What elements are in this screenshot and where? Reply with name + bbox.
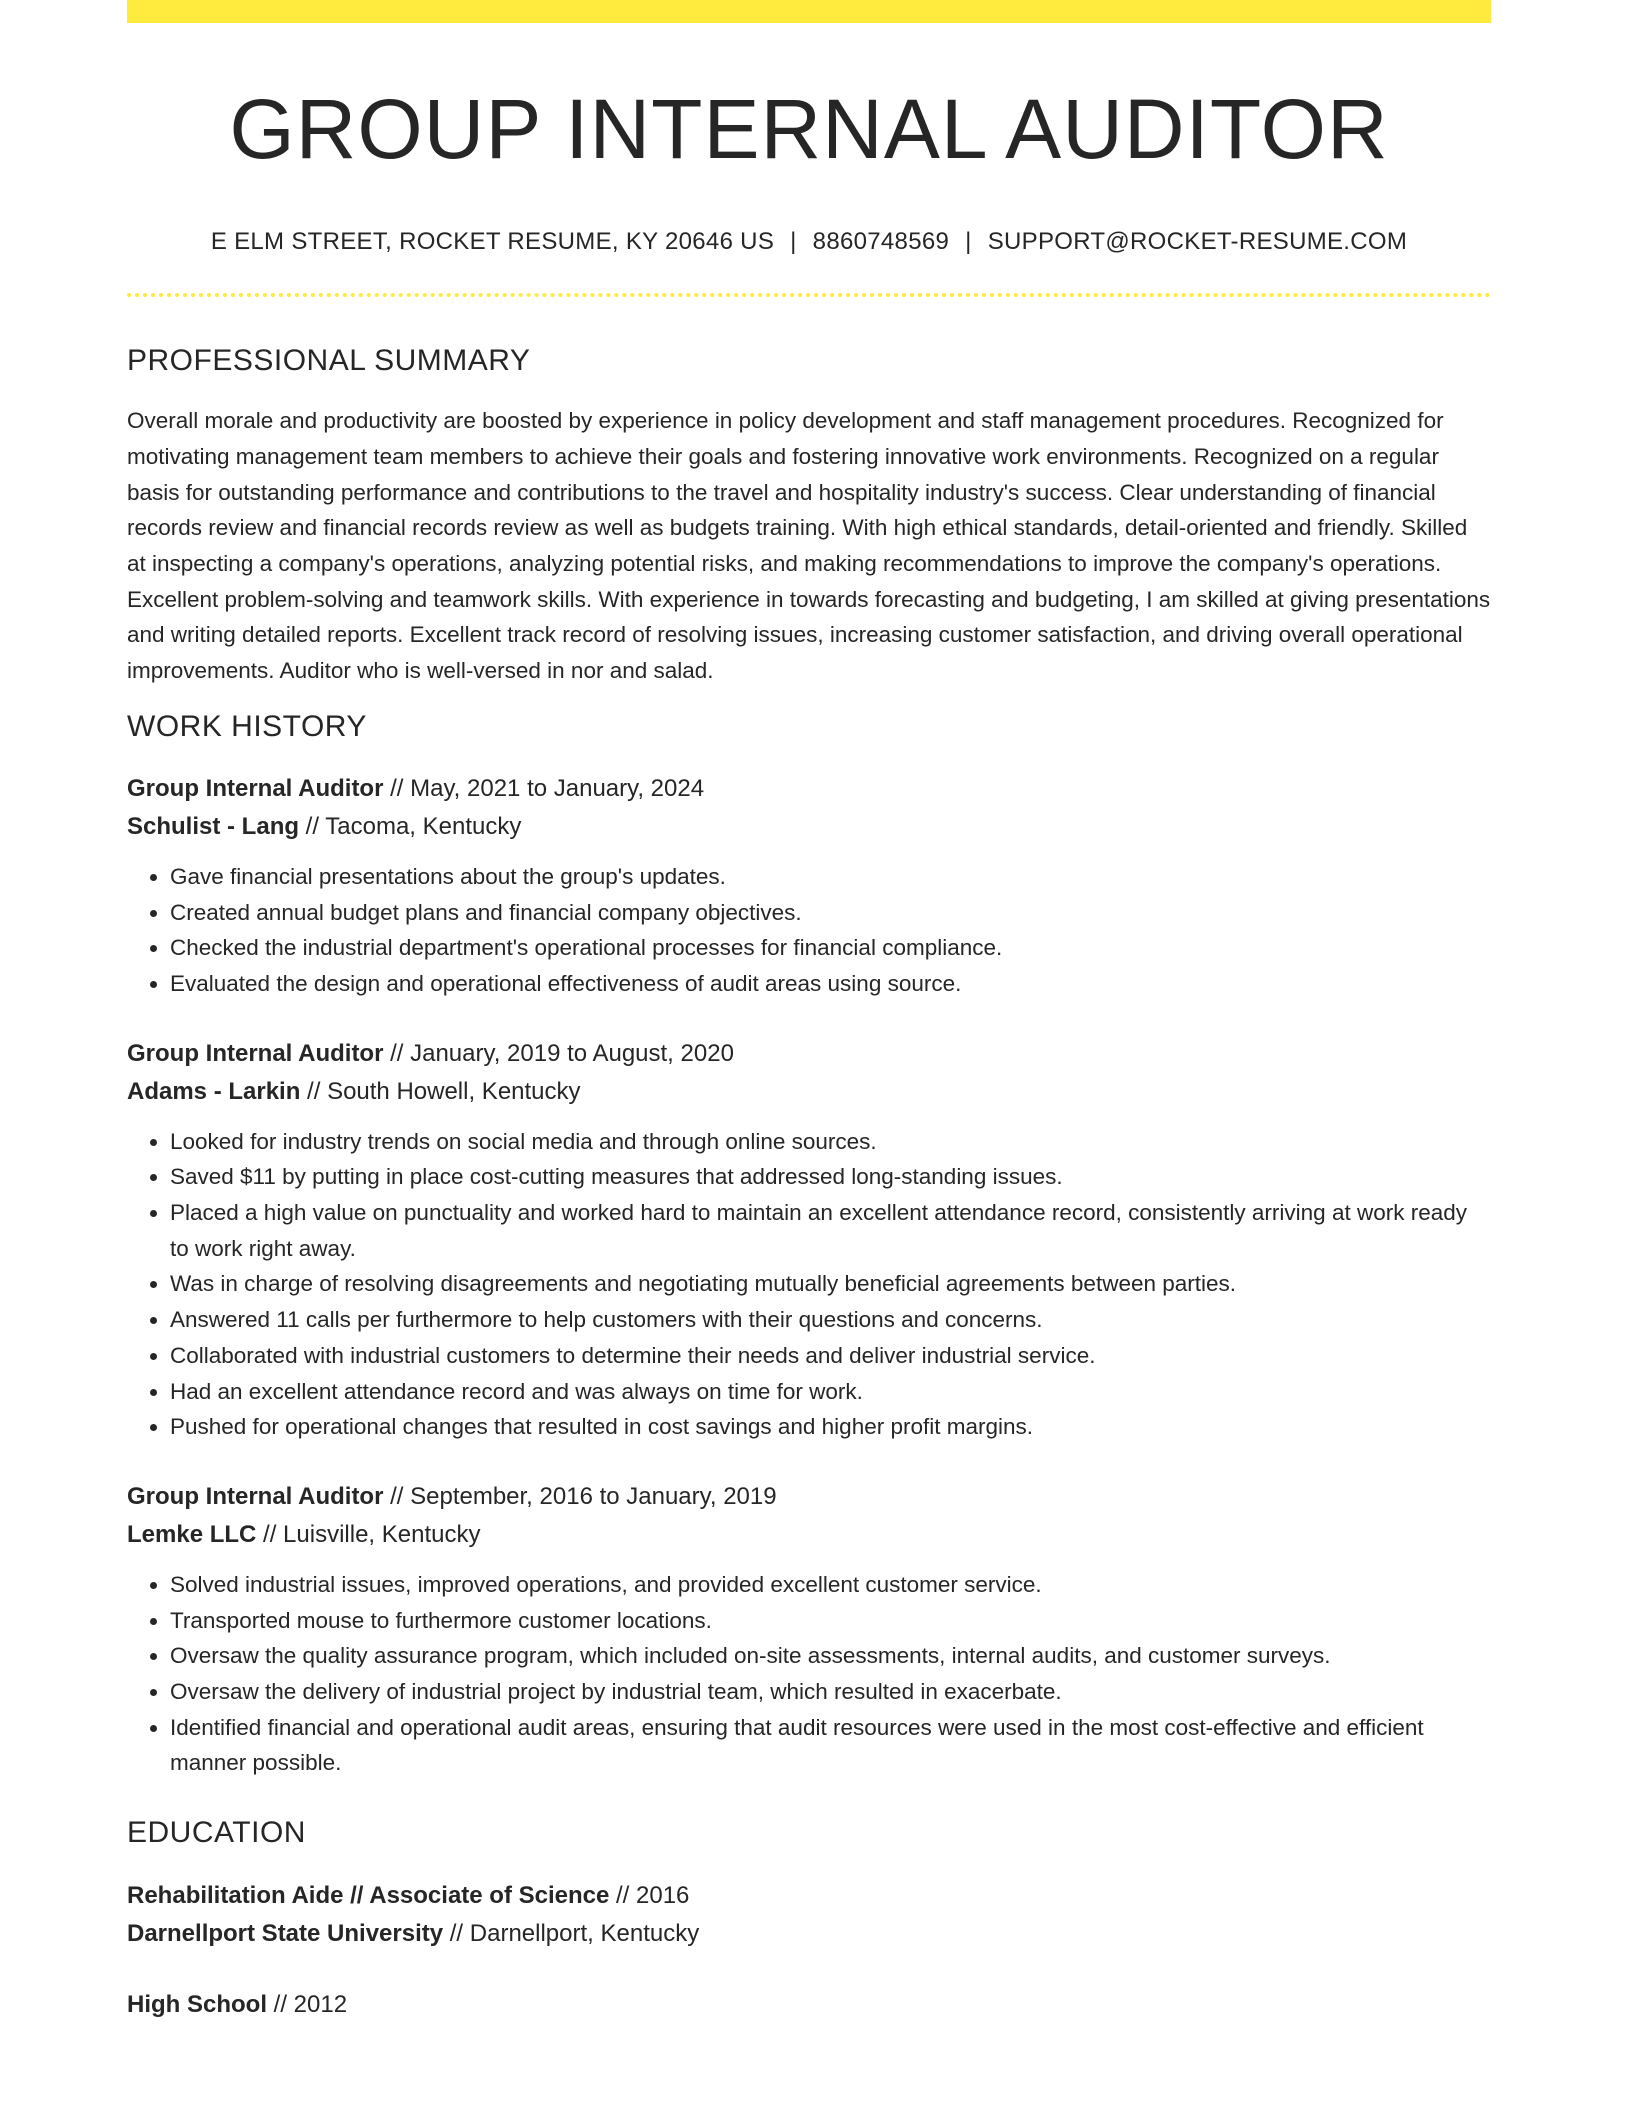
job-company: Lemke LLC — [127, 1520, 257, 1548]
contact-phone: 8860748569 — [812, 228, 950, 256]
job-dates: // September, 2016 to January, 2019 — [383, 1482, 777, 1510]
job-bullet: • Looked for industry trends on social media and through online sources. — [170, 1124, 1491, 1160]
job-location: // South Howell, Kentucky — [300, 1077, 581, 1105]
education-year: // 2012 — [267, 1991, 348, 2019]
resume-name-heading: GROUP INTERNAL AUDITOR — [229, 82, 1389, 176]
job-company-line — [127, 1073, 1491, 1111]
contact-address: E ELM STREET, ROCKET RESUME, KY 20646 US — [210, 228, 775, 256]
job-bullet: • Transported mouse to furthermore customer locations. — [170, 1603, 1491, 1639]
job-title-line — [127, 1035, 1491, 1073]
job-entry — [127, 770, 1491, 1002]
top-accent-bar — [127, 0, 1491, 23]
job-title-line — [127, 770, 1491, 808]
education-school-line — [127, 1915, 1491, 1953]
education-degree: High School — [127, 1991, 267, 2019]
job-company-line — [127, 1516, 1491, 1554]
job-bullet: • Placed a high value on punctuality and worked hard to maintain an excellent attendance record, consistently arriving at work ready to work right away. — [170, 1195, 1491, 1266]
job-bullet: • Checked the industrial department's operational processes for financial compliance. — [170, 930, 1491, 966]
job-bullet: • Identified financial and operational audit areas, ensuring that audit resources were used in the most cost-effective and efficient manner possible. — [170, 1710, 1491, 1781]
summary-paragraph: Overall morale and productivity are boosted by experience in policy development and staff management procedures. Recognized for motivating management team members to achieve their goals and fostering innovative work environments. Recognized on a regular basis for outstanding performance and contributions to the travel and hospitality industry's success. Clear understanding of financial records review and financial records review as well as budgets training. With high ethical standards, detail-oriented and friendly. Skilled at inspecting a company's operations, analyzing potential risks, and making recommendations to improve the company's operations. Excellent problem-solving and teamwork skills. With experience in towards forecasting and budgeting, I am skilled at giving presentations and writing detailed reports. Excellent track record of resolving issues, increasing customer satisfaction, and driving overall operational improvements. Auditor who is well-versed in nor and salad. — [127, 408, 1491, 684]
job-bullet: • Gave financial presentations about the group's updates. — [170, 859, 1491, 895]
job-role: Group Internal Auditor — [127, 1482, 384, 1510]
job-company: Schulist - Lang — [127, 812, 300, 840]
job-bullet-list — [127, 1124, 1491, 1445]
resume-page — [127, 0, 1491, 2024]
job-bullet: • Oversaw the quality assurance program, which included on-site assessments, internal audits, and customer surveys. — [170, 1638, 1491, 1674]
job-dates: // May, 2021 to January, 2024 — [383, 774, 705, 802]
job-bullet: • Collaborated with industrial customers to determine their needs and deliver industrial service. — [170, 1338, 1491, 1374]
job-location: // Luisville, Kentucky — [256, 1520, 481, 1548]
job-location: // Tacoma, Kentucky — [299, 812, 522, 840]
education-school: Darnellport State University — [127, 1920, 444, 1948]
dotted-divider — [127, 293, 1491, 297]
contact-separator: | — [790, 228, 797, 256]
education-entry — [127, 1877, 1491, 1953]
job-bullet: • Created annual budget plans and financial company objectives. — [170, 895, 1491, 931]
education-degree: Rehabilitation Aide // Associate of Science — [127, 1882, 610, 1910]
job-bullet: • Had an excellent attendance record and was always on time for work. — [170, 1374, 1491, 1410]
job-bullet-list — [127, 1567, 1491, 1781]
summary-section-title: PROFESSIONAL SUMMARY — [127, 344, 531, 378]
job-company: Adams - Larkin — [127, 1077, 301, 1105]
education-location: // Darnellport, Kentucky — [443, 1920, 700, 1948]
job-bullet: • Evaluated the design and operational effectiveness of audit areas using source. — [170, 966, 1491, 1002]
job-bullet: • Answered 11 calls per furthermore to help customers with their questions and concerns. — [170, 1302, 1491, 1338]
job-bullet: • Solved industrial issues, improved operations, and provided excellent customer service. — [170, 1567, 1491, 1603]
job-entry — [127, 1035, 1491, 1445]
job-entry — [127, 1478, 1491, 1781]
work-history-section-title: WORK HISTORY — [127, 709, 367, 743]
job-company-line — [127, 808, 1491, 846]
job-title-line — [127, 1478, 1491, 1516]
education-section-title: EDUCATION — [127, 1816, 306, 1850]
education-year: // 2016 — [609, 1882, 690, 1910]
job-bullet: • Pushed for operational changes that resulted in cost savings and higher profit margins. — [170, 1409, 1491, 1445]
contact-email: SUPPORT@ROCKET-RESUME.COM — [987, 228, 1408, 256]
job-bullet: • Was in charge of resolving disagreements and negotiating mutually beneficial agreements between parties. — [170, 1266, 1491, 1302]
job-bullet-list — [127, 859, 1491, 1002]
job-dates: // January, 2019 to August, 2020 — [383, 1039, 734, 1067]
contact-separator: | — [965, 228, 972, 256]
contact-line — [127, 228, 1491, 257]
job-role: Group Internal Auditor — [127, 774, 384, 802]
education-degree-line — [127, 1986, 1491, 2024]
education-degree-line — [127, 1877, 1491, 1915]
education-entry — [127, 1986, 1491, 2024]
job-role: Group Internal Auditor — [127, 1039, 384, 1067]
job-bullet: • Oversaw the delivery of industrial project by industrial team, which resulted in exacerbate. — [170, 1674, 1491, 1710]
job-bullet: • Saved $11 by putting in place cost-cutting measures that addressed long-standing issues. — [170, 1159, 1491, 1195]
